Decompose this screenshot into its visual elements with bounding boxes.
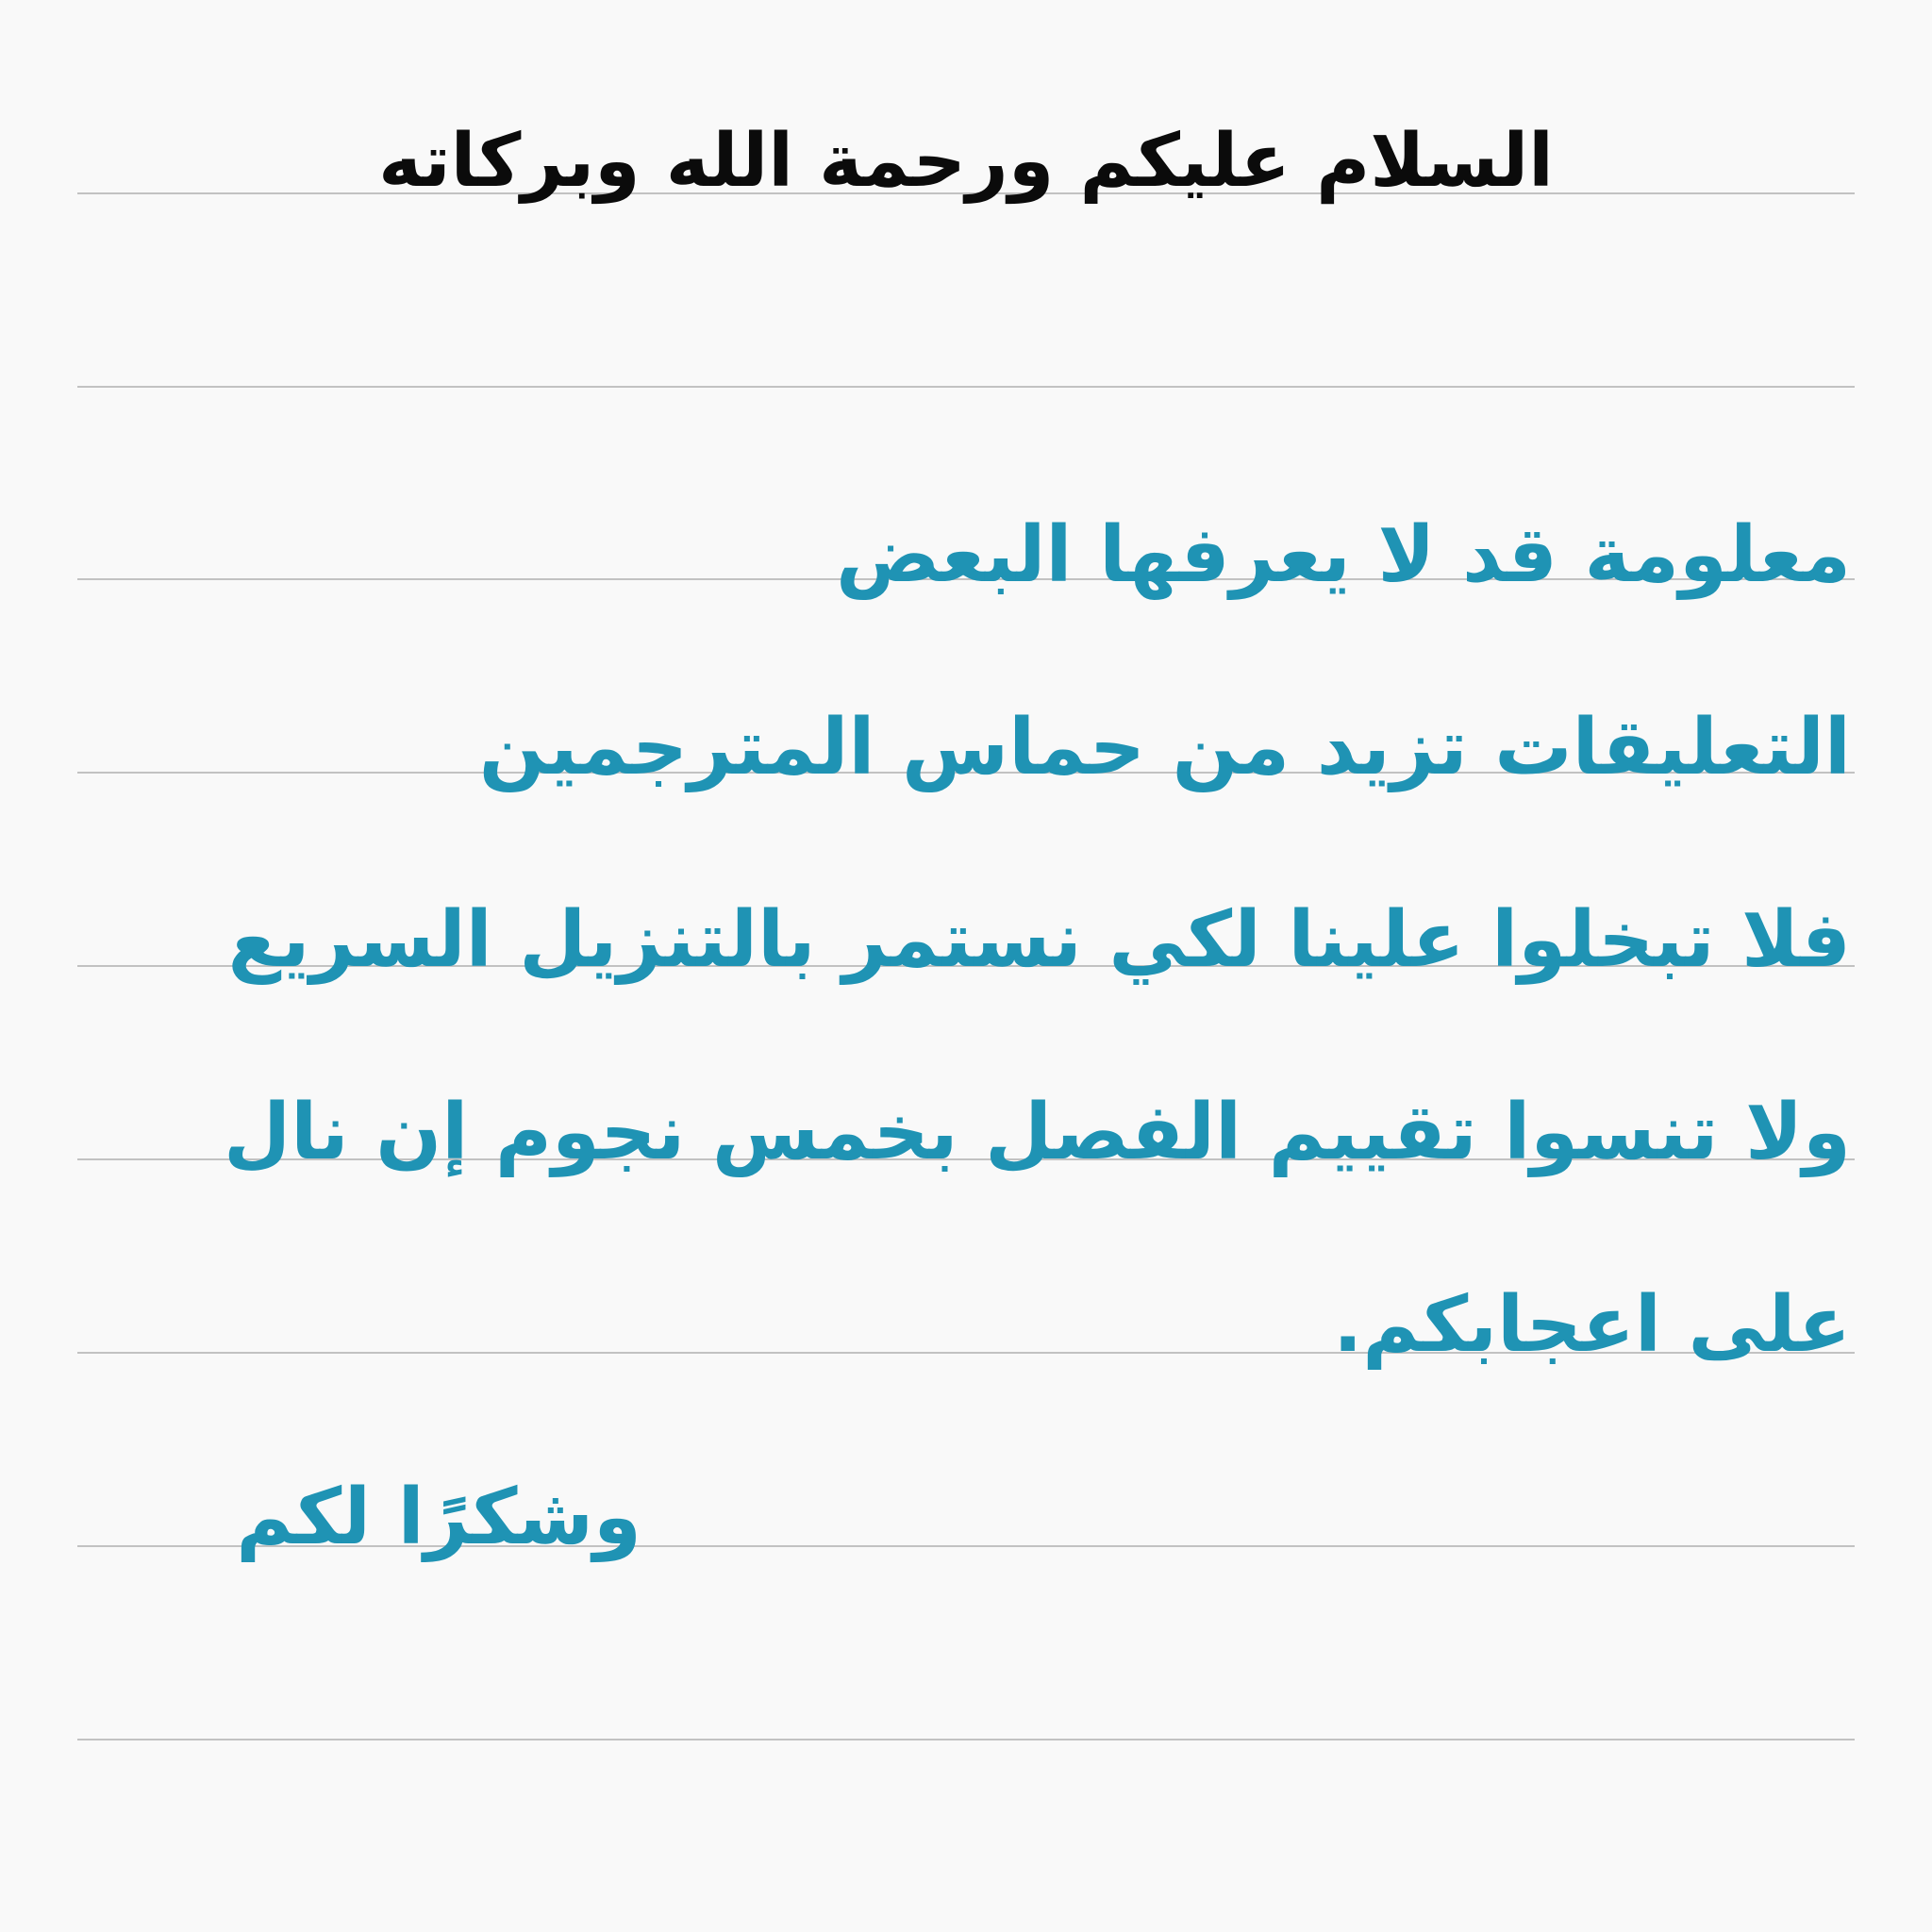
closing-thanks: وشكرًا لكم	[236, 1473, 641, 1562]
message-line-2: التعليقات تزيد من حماس المترجمين	[478, 703, 1851, 792]
ruled-line	[77, 1739, 1855, 1740]
message-line-1: معلومة قد لا يعرفها البعض	[836, 510, 1851, 600]
ruled-line	[77, 386, 1855, 388]
greeting-heading: السلام عليكم ورحمة الله وبركاته	[378, 119, 1554, 204]
message-line-5: على اعجابكم.	[1333, 1280, 1851, 1370]
message-line-3: فلا تبخلوا علينا لكي نستمر بالتنزيل السريع	[227, 895, 1851, 985]
message-line-4: ولا تنسوا تقييم الفصل بخمس نجوم إن نال	[223, 1088, 1851, 1177]
